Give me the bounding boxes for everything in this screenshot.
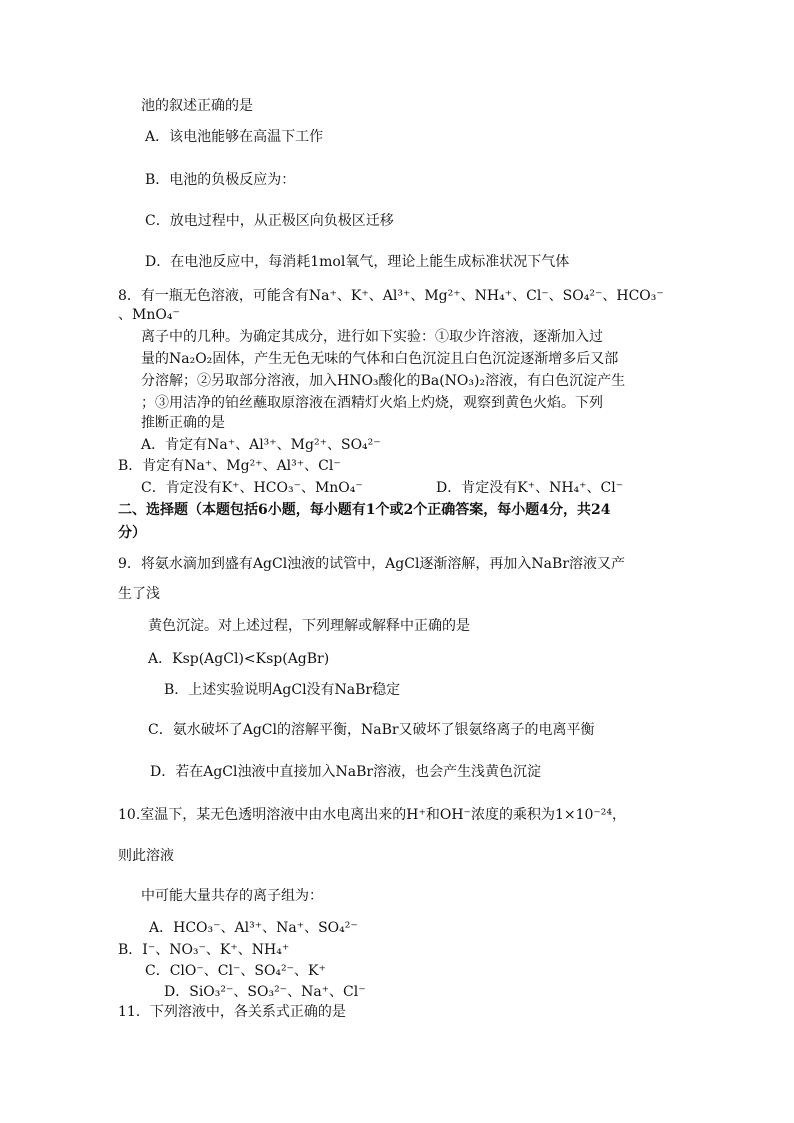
q7-option-b: B．电池的负极反应为： bbox=[145, 172, 296, 188]
q8-option-d: D．肯定没有K⁺、NH₄⁺、Cl⁻ bbox=[436, 480, 624, 496]
q9-stem-line3: 黄色沉淀。对上述过程，下列理解或解释中正确的是 bbox=[148, 618, 470, 634]
q8-option-c: C．肯定没有K⁺、HCO₃⁻、MnO₄⁻ bbox=[141, 480, 363, 496]
q7-stem-tail: 池的叙述正确的是 bbox=[141, 98, 253, 114]
q8-stem-line3 bbox=[141, 349, 618, 369]
q10-option-c: C．ClO⁻、Cl⁻、SO₄²⁻、K⁺ bbox=[145, 963, 326, 979]
q10-option-d: D．SiO₃²⁻、SO₃²⁻、Na⁺、Cl⁻ bbox=[164, 984, 366, 1000]
q10-stem-line2: 则此溶液 bbox=[118, 848, 174, 864]
q8-stem-line4 bbox=[141, 371, 625, 391]
section-2-heading-line2: 分） bbox=[118, 525, 146, 541]
q8-ions-tail: 、MnO₄⁻ bbox=[118, 307, 180, 323]
q8-stem-start: 有一瓶无色溶液，可能含有 bbox=[140, 288, 309, 304]
q7-option-d: D．在电池反应中，每消耗1mol氧气，理论上能生成标准状况下气体 bbox=[145, 254, 570, 270]
q8-line3-suffix: 固体，产生无色无味的气体和白色沉淀且白色沉淀逐渐增多后又部 bbox=[212, 351, 619, 367]
q8-line4-suffix: 溶液，有白色沉淀产生 bbox=[485, 373, 626, 389]
q8-barium-nitrate: Ba(NO₃)₂ bbox=[420, 373, 486, 389]
q8-sodium-peroxide: Na₂O₂ bbox=[169, 351, 213, 367]
q8-option-a: A．肯定有Na⁺、Al³⁺、Mg²⁺、SO₄²⁻ bbox=[141, 437, 381, 453]
q8-stem-line1 bbox=[118, 286, 664, 306]
q9-option-b: B．上述实验说明AgCl没有NaBr稳定 bbox=[164, 682, 401, 698]
section-2-heading-line1: 二、选择题（本题包括6小题，每小题有1个或2个正确答案，每小题4分，共24 bbox=[118, 502, 611, 518]
q10-option-a: A．HCO₃⁻、Al³⁺、Na⁺、SO₄²⁻ bbox=[149, 920, 358, 936]
q8-option-b: B．肯定有Na⁺、Mg²⁺、Al³⁺、Cl⁻ bbox=[118, 458, 341, 474]
q8-stem-line5: ；③用洁净的铂丝蘸取原溶液在酒精灯火焰上灼烧，观察到黄色火焰。下列 bbox=[141, 395, 603, 411]
q8-line4-prefix: 分溶解；②另取部分溶液，加入HNO₃酸化的 bbox=[141, 373, 421, 389]
q9-stem-line2: 生了浅 bbox=[118, 586, 160, 602]
q9-option-a: A．Ksp(AgCl)<Ksp(AgBr) bbox=[148, 651, 330, 667]
q8-number: 8． bbox=[118, 288, 141, 304]
q7-option-a: A．该电池能够在高温下工作 bbox=[145, 129, 324, 145]
q9-option-c: C．氨水破坏了AgCl的溶解平衡，NaBr又破坏了银氨络离子的电离平衡 bbox=[148, 722, 595, 738]
q8-stem-line2: 离子中的几种。为确定其成分，进行如下实验：①取少许溶液，逐渐加入过 bbox=[141, 329, 603, 345]
q9-option-d: D．若在AgCl浊液中直接加入NaBr溶液，也会产生浅黄色沉淀 bbox=[150, 764, 542, 780]
q8-ions-list: Na⁺、K⁺、Al³⁺、Mg²⁺、NH₄⁺、Cl⁻、SO₄²⁻、HCO₃⁻ bbox=[308, 288, 664, 304]
q8-line3-prefix: 量的 bbox=[141, 351, 169, 367]
q7-option-c: C．放电过程中，从正极区向负极区迁移 bbox=[145, 213, 394, 229]
q8-stem-line6: 推断正确的是 bbox=[141, 415, 225, 431]
q10-stem-line3: 中可能大量共存的离子组为： bbox=[141, 888, 323, 904]
q9-stem-line1: 9．将氨水滴加到盛有AgCl浊液的试管中，AgCl逐渐溶解，再加入NaBr溶液又产 bbox=[118, 556, 626, 572]
q11-stem-line1: 11．下列溶液中，各关系式正确的是 bbox=[118, 1004, 346, 1020]
q10-option-b: B．I⁻、NO₃⁻、K⁺、NH₄⁺ bbox=[118, 942, 290, 958]
q10-stem-line1: 10.室温下，某无色透明溶液中由水电离出来的H⁺和OH⁻浓度的乘积为1×10⁻²⁴， bbox=[118, 807, 627, 823]
